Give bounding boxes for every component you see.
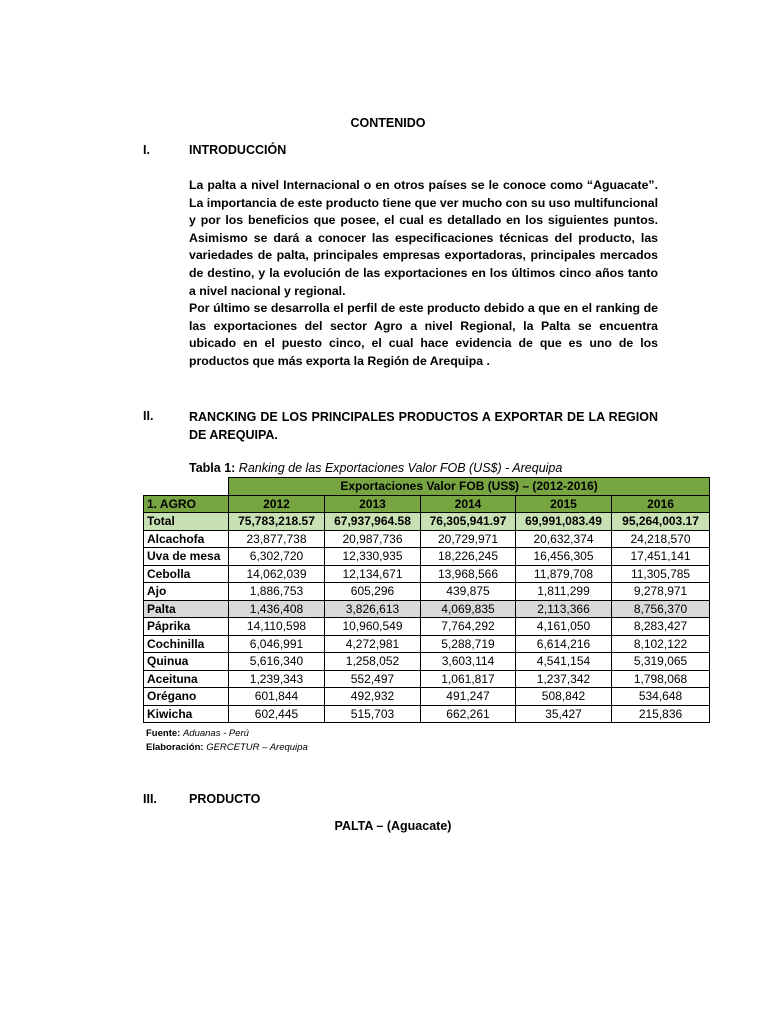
section-3-title: PRODUCTO	[189, 792, 261, 806]
year-header: 2014	[421, 495, 516, 513]
table-caption-label: Tabla 1:	[189, 461, 236, 475]
table-cell: 17,451,141	[612, 548, 710, 566]
table-cell: 23,877,738	[229, 530, 325, 548]
total-value: 95,264,003.17	[612, 513, 710, 531]
table-total-row	[144, 513, 710, 531]
section-2-title: RANCKING DE LOS PRINCIPALES PRODUCTOS A EXPORTAR DE LA REGION DE AREQUIPA.	[189, 410, 658, 442]
table-group-header-row	[144, 478, 710, 496]
table-row	[144, 565, 710, 583]
year-header: 2016	[612, 495, 710, 513]
table-cell: 3,826,613	[325, 600, 421, 618]
total-value: 67,937,964.58	[325, 513, 421, 531]
table-cell: 8,102,122	[612, 635, 710, 653]
table-cell: 7,764,292	[421, 618, 516, 636]
product-label: Cebolla	[144, 565, 229, 583]
table-cell: 4,161,050	[516, 618, 612, 636]
elaboration-text: GERCETUR – Arequipa	[206, 742, 308, 753]
intro-paragraph-2: Por último se desarrolla el perfil de este producto debido a que en el ranking de las exportaciones del sector Agro a nivel Regional, la Palta se encuentra ubicado en el puesto cinco, el cual hace evidencia de que es uno de los productos que más exporta la Región de Arequipa .	[189, 301, 658, 368]
intro-paragraph-1: La palta a nivel Internacional o en otros países se le conoce como “Aguacate”. La importancia de este producto tiene que ver mucho con su uso multifuncional y por los beneficios que posee, el cual es detallado en los siguientes puntos. Asimismo se dará a conocer las especificaciones técnicas del producto, las variedades de palta, principales empresas exportadoras, principales mercados de destino, y la evolución de las exportaciones en los últimos cinco años tanto a nivel nacional y regional.	[189, 178, 658, 298]
year-header: 2013	[325, 495, 421, 513]
table-source	[146, 728, 249, 739]
year-header: 2012	[229, 495, 325, 513]
intro-text	[189, 177, 658, 371]
table-cell: 515,703	[325, 705, 421, 723]
product-label: Palta	[144, 600, 229, 618]
table-cell: 35,427	[516, 705, 612, 723]
table-row	[144, 618, 710, 636]
table-cell: 1,886,753	[229, 583, 325, 601]
table-cell: 20,632,374	[516, 530, 612, 548]
table-cell: 1,258,052	[325, 653, 421, 671]
table-cell: 4,069,835	[421, 600, 516, 618]
section-1-number: I.	[143, 143, 150, 157]
table-cell: 18,226,245	[421, 548, 516, 566]
table-corner-label: 1. AGRO	[144, 495, 229, 513]
table-empty-corner	[144, 478, 229, 496]
product-label: Aceituna	[144, 670, 229, 688]
elaboration-label: Elaboración:	[146, 742, 204, 753]
ranking-table	[143, 477, 710, 723]
table-cell: 10,960,549	[325, 618, 421, 636]
table-row	[144, 670, 710, 688]
table-row	[144, 635, 710, 653]
table-cell: 6,046,991	[229, 635, 325, 653]
section-1-title: INTRODUCCIÓN	[189, 143, 287, 157]
table-cell: 602,445	[229, 705, 325, 723]
table-row	[144, 530, 710, 548]
table-cell: 6,614,216	[516, 635, 612, 653]
table-cell: 1,237,342	[516, 670, 612, 688]
table-cell: 5,288,719	[421, 635, 516, 653]
table-cell: 8,283,427	[612, 618, 710, 636]
table-cell: 12,134,671	[325, 565, 421, 583]
table-row-highlighted	[144, 600, 710, 618]
section-3-number: III.	[143, 792, 157, 806]
table-cell: 662,261	[421, 705, 516, 723]
table-row	[144, 705, 710, 723]
table-row	[144, 583, 710, 601]
table-cell: 12,330,935	[325, 548, 421, 566]
table-caption	[189, 461, 562, 475]
product-title: PALTA – (Aguacate)	[334, 819, 452, 833]
table-cell: 16,456,305	[516, 548, 612, 566]
table-cell: 6,302,720	[229, 548, 325, 566]
table-group-header: Exportaciones Valor FOB (US$) – (2012-2016)	[229, 478, 710, 496]
table-cell: 5,616,340	[229, 653, 325, 671]
table-cell: 1,061,817	[421, 670, 516, 688]
table-cell: 5,319,065	[612, 653, 710, 671]
table-cell: 1,798,068	[612, 670, 710, 688]
table-cell: 1,811,299	[516, 583, 612, 601]
source-label: Fuente:	[146, 728, 181, 739]
product-label: Quinua	[144, 653, 229, 671]
year-header: 2015	[516, 495, 612, 513]
table-row	[144, 653, 710, 671]
table-row	[144, 688, 710, 706]
page-title: CONTENIDO	[350, 116, 426, 130]
table-cell: 24,218,570	[612, 530, 710, 548]
table-cell: 20,987,736	[325, 530, 421, 548]
table-cell: 2,113,366	[516, 600, 612, 618]
total-label: Total	[144, 513, 229, 531]
table-cell: 552,497	[325, 670, 421, 688]
product-label: Orégano	[144, 688, 229, 706]
table-cell: 8,756,370	[612, 600, 710, 618]
product-label: Páprika	[144, 618, 229, 636]
total-value: 76,305,941.97	[421, 513, 516, 531]
table-cell: 9,278,971	[612, 583, 710, 601]
table-cell: 534,648	[612, 688, 710, 706]
table-cell: 4,541,154	[516, 653, 612, 671]
table-cell: 13,968,566	[421, 565, 516, 583]
table-cell: 439,875	[421, 583, 516, 601]
table-caption-text: Ranking de las Exportaciones Valor FOB (US$) - Arequipa	[238, 461, 563, 475]
product-label: Uva de mesa	[144, 548, 229, 566]
table-cell: 492,932	[325, 688, 421, 706]
product-label: Alcachofa	[144, 530, 229, 548]
table-cell: 14,110,598	[229, 618, 325, 636]
total-value: 75,783,218.57	[229, 513, 325, 531]
table-cell: 11,305,785	[612, 565, 710, 583]
section-2-number: II.	[143, 409, 154, 423]
table-cell: 601,844	[229, 688, 325, 706]
table-row	[144, 548, 710, 566]
table-cell: 215,836	[612, 705, 710, 723]
table-elaboration	[146, 742, 308, 753]
product-label: Kiwicha	[144, 705, 229, 723]
table-cell: 14,062,039	[229, 565, 325, 583]
total-value: 69,991,083.49	[516, 513, 612, 531]
table-cell: 4,272,981	[325, 635, 421, 653]
table-year-header-row	[144, 495, 710, 513]
table-cell: 11,879,708	[516, 565, 612, 583]
table-cell: 3,603,114	[421, 653, 516, 671]
product-label: Ajo	[144, 583, 229, 601]
table-cell: 1,436,408	[229, 600, 325, 618]
product-label: Cochinilla	[144, 635, 229, 653]
table-cell: 491,247	[421, 688, 516, 706]
table-cell: 605,296	[325, 583, 421, 601]
table-cell: 508,842	[516, 688, 612, 706]
source-text: Aduanas - Perú	[182, 728, 249, 739]
table-cell: 1,239,343	[229, 670, 325, 688]
table-cell: 20,729,971	[421, 530, 516, 548]
